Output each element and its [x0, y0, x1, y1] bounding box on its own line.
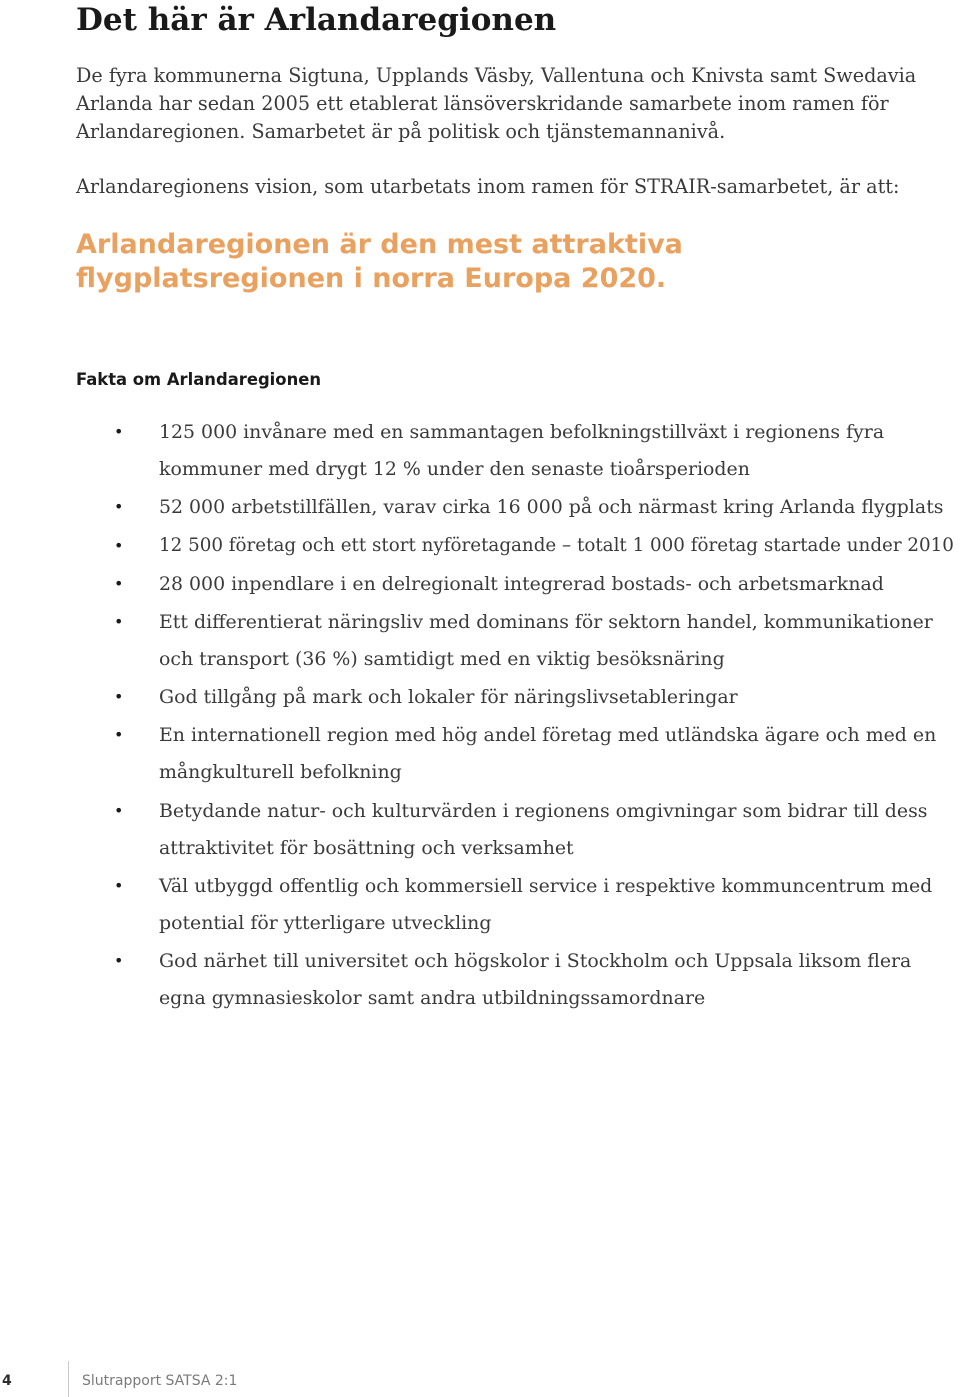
bullet-icon: •	[114, 725, 124, 744]
fact-text	[159, 679, 738, 716]
fact-text	[159, 528, 954, 565]
bullet-icon: •	[114, 422, 124, 441]
fact-text	[159, 414, 884, 487]
fact-line: och transport (36 %) samtidigt med en viktig besöksnäring	[159, 647, 725, 670]
page-title: Det här är Arlandaregionen	[76, 2, 557, 38]
bullet-icon: •	[114, 612, 124, 631]
bullet-icon: •	[114, 876, 124, 895]
fact-line: En internationell region med hög andel företag med utländska ägare och med en	[159, 724, 937, 746]
bullet-icon: •	[114, 951, 124, 970]
fact-line: 52 000 arbetstillfällen, varav cirka 16 000 på och närmast kring Arlanda flygplats	[159, 496, 944, 518]
intro-line: Arlanda har sedan 2005 ett etablerat länsöverskridande samarbete inom ramen för	[76, 92, 889, 115]
fact-text	[159, 489, 943, 526]
fact-line: potential för ytterligare utveckling	[159, 911, 492, 934]
bullet-icon: •	[114, 497, 124, 516]
fact-line: egna gymnasieskolor samt andra utbildningssamordnare	[159, 986, 706, 1009]
footer-label: Slutrapport SATSA 2:1	[82, 1373, 238, 1389]
bullet-icon: •	[114, 574, 124, 593]
fact-line: God tillgång på mark och lokaler för näringslivsetableringar	[159, 686, 738, 708]
fact-line: attraktivitet för bosättning och verksamhet	[159, 836, 574, 859]
fact-text	[159, 793, 927, 866]
fact-line: kommuner med drygt 12 % under den senaste tioårsperioden	[159, 457, 750, 480]
fact-text	[159, 566, 884, 603]
vision-line: Arlandaregionen är den mest attraktiva	[76, 229, 683, 260]
fact-text	[159, 868, 932, 941]
facts-heading: Fakta om Arlandaregionen	[76, 370, 322, 389]
vision-lead-paragraph: Arlandaregionens vision, som utarbetats inom ramen för STRAIR-samarbetet, är att:	[76, 175, 900, 198]
fact-line: 28 000 inpendlare i en delregionalt integrerad bostads- och arbetsmarknad	[159, 573, 884, 595]
fact-line: Betydande natur- och kulturvärden i regionens omgivningar som bidrar till dess	[159, 800, 928, 822]
intro-paragraph	[76, 62, 916, 146]
bullet-icon: •	[114, 801, 124, 820]
vision-statement	[76, 228, 683, 296]
fact-text	[159, 943, 911, 1016]
intro-line: De fyra kommunerna Sigtuna, Upplands Väsby, Vallentuna och Knivsta samt Swedavia	[76, 64, 917, 87]
fact-line: God närhet till universitet och högskolor i Stockholm och Uppsala liksom flera	[159, 950, 912, 972]
fact-line: 12 500 företag och ett stort nyföretagande – totalt 1 000 företag startade under 2010	[159, 535, 954, 556]
vision-line: flygplatsregionen i norra Europa 2020.	[76, 263, 667, 294]
fact-line: Väl utbyggd offentlig och kommersiell service i respektive kommuncentrum med	[159, 875, 933, 897]
fact-line: mångkulturell befolkning	[159, 760, 402, 783]
fact-text	[159, 604, 933, 677]
fact-text	[159, 717, 936, 790]
bullet-icon: •	[114, 536, 124, 555]
fact-line: 125 000 invånare med en sammantagen befolkningstillväxt i regionens fyra	[159, 421, 885, 443]
fact-line: Ett differentierat näringsliv med dominans för sektorn handel, kommunikationer	[159, 611, 933, 633]
bullet-icon: •	[114, 687, 124, 706]
intro-line: Arlandaregionen. Samarbetet är på politisk och tjänstemannanivå.	[76, 120, 726, 143]
page-number: 4	[2, 1373, 12, 1389]
